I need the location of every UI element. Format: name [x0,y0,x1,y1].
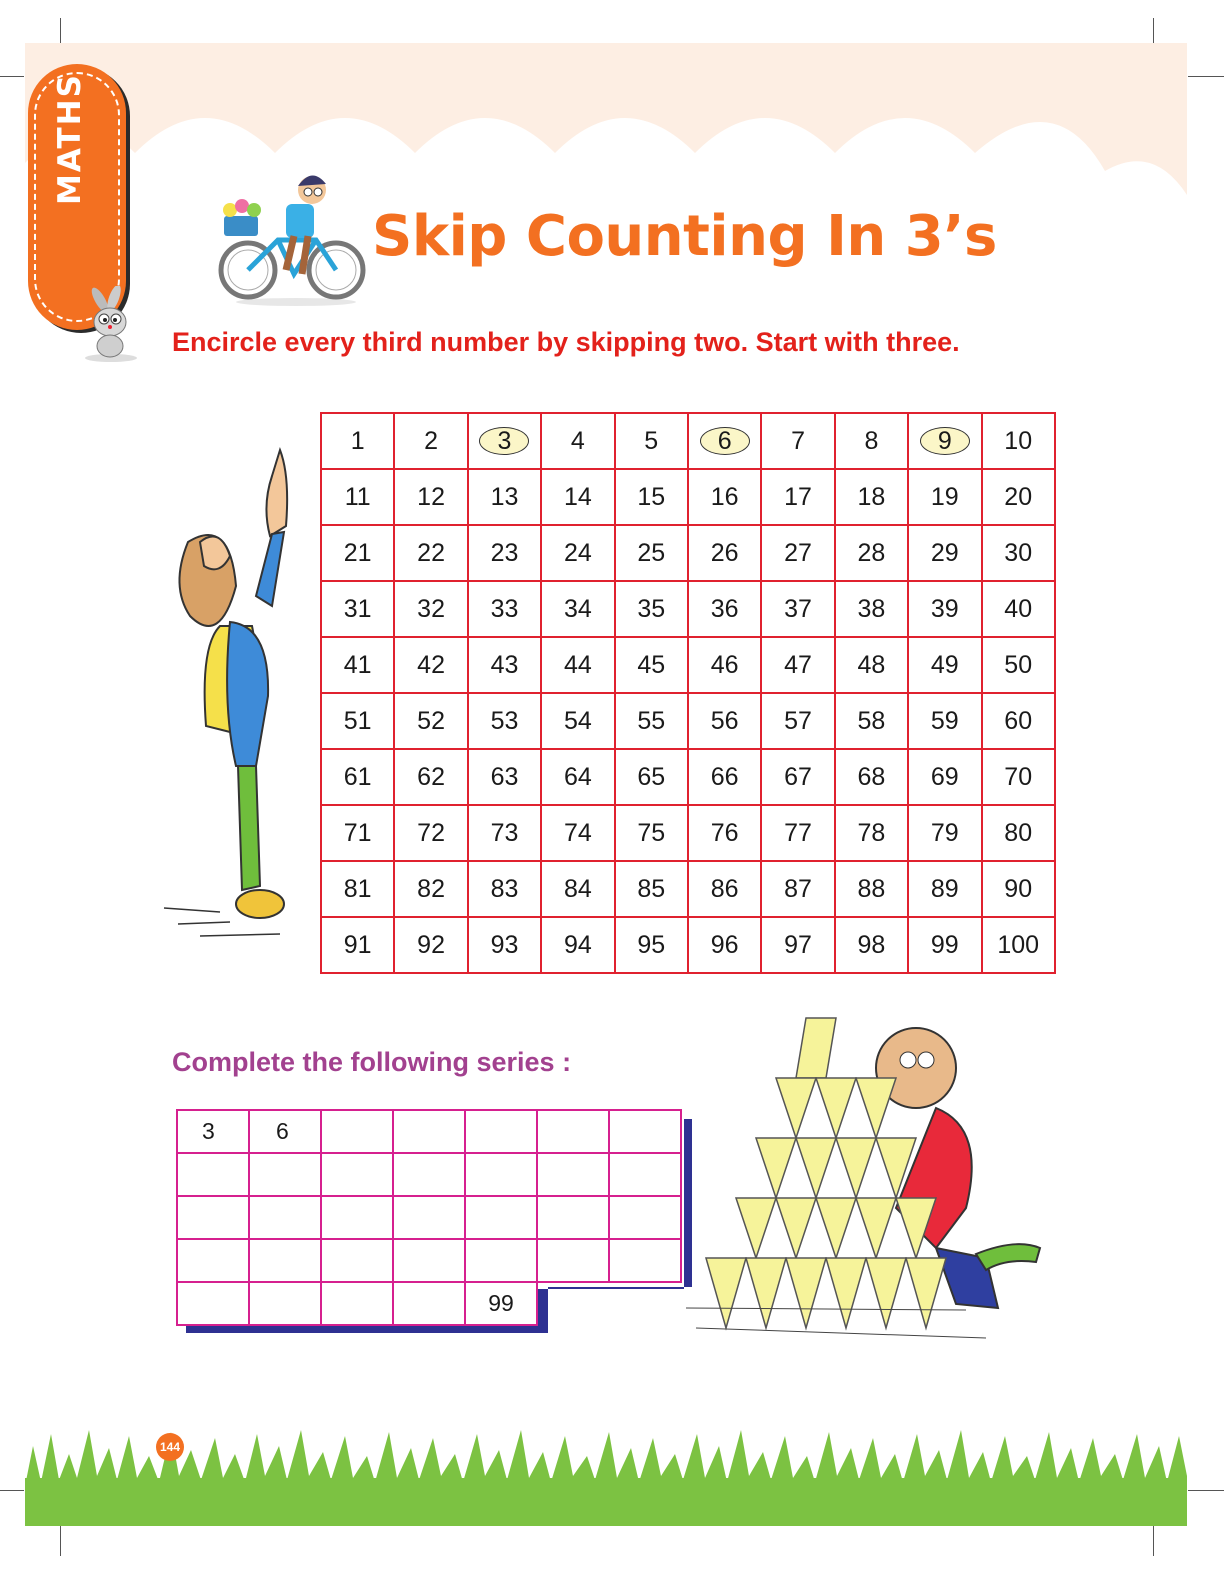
number-label: 87 [784,874,812,903]
hundred-chart-row [321,917,1055,973]
number-cell[interactable] [468,917,541,973]
number-label: 43 [490,650,519,679]
number-cell[interactable] [394,805,467,861]
number-label: 99 [930,930,959,959]
number-cell[interactable] [321,693,394,749]
number-label: 64 [563,762,592,791]
number-cell[interactable] [541,637,614,693]
series-cell[interactable] [392,1195,466,1240]
number-label: 85 [637,874,666,903]
number-label: 71 [343,818,372,847]
number-label: 66 [710,762,739,791]
number-cell[interactable] [761,693,834,749]
number-label: 97 [784,930,812,959]
number-cell[interactable] [835,581,908,637]
number-label: 20 [1004,482,1033,511]
series-cell[interactable] [608,1195,682,1240]
number-cell[interactable] [908,637,981,693]
number-cell[interactable] [835,917,908,973]
number-label: 68 [857,762,886,791]
number-cell[interactable] [541,693,614,749]
number-label: 63 [490,762,519,791]
number-label: 29 [930,538,959,567]
series-cell[interactable] [176,1195,250,1240]
number-label: 46 [710,650,739,679]
series-cell[interactable] [464,1109,538,1154]
series-cell[interactable] [176,1281,250,1326]
number-label: 39 [930,594,959,623]
series-cell[interactable] [536,1152,610,1197]
number-label: 91 [343,930,372,959]
series-cell[interactable] [248,1152,322,1197]
number-label: 14 [563,482,592,511]
crop-mark [1188,76,1224,77]
number-cell[interactable] [615,805,688,861]
number-label: 69 [930,762,959,791]
number-cell[interactable] [321,413,394,469]
number-cell[interactable] [468,637,541,693]
number-label: 51 [343,706,372,735]
number-label: 17 [784,482,812,511]
number-label: 90 [1004,874,1033,903]
number-cell[interactable] [688,693,761,749]
crop-mark [60,18,61,44]
number-cell[interactable] [688,413,761,469]
number-cell[interactable] [541,861,614,917]
number-cell[interactable] [468,805,541,861]
number-label: 28 [857,538,886,567]
number-label: 22 [417,538,445,567]
number-label: 59 [930,706,959,735]
number-cell[interactable] [394,749,467,805]
number-cell[interactable] [982,413,1055,469]
number-cell[interactable] [908,525,981,581]
series-cell[interactable] [320,1238,394,1283]
number-cell[interactable] [688,637,761,693]
number-label: 93 [490,930,519,959]
number-cell[interactable] [615,637,688,693]
boy-on-bicycle-illustration [216,170,368,306]
series-cell[interactable] [320,1152,394,1197]
number-label: 34 [563,594,592,623]
number-cell[interactable] [394,693,467,749]
number-cell[interactable] [835,861,908,917]
number-label: 45 [637,650,666,679]
series-cell[interactable] [464,1195,538,1240]
number-cell[interactable] [982,637,1055,693]
number-label: 48 [857,650,886,679]
number-label: 5 [644,426,659,455]
circled-number-label: 6 [700,427,750,455]
number-cell[interactable] [908,861,981,917]
number-cell[interactable] [615,861,688,917]
number-label: 54 [563,706,592,735]
number-cell[interactable] [688,805,761,861]
number-label: 96 [710,930,739,959]
number-label: 72 [417,818,445,847]
number-cell[interactable] [321,525,394,581]
number-cell[interactable] [835,693,908,749]
number-cell[interactable] [835,637,908,693]
number-label: 49 [930,650,959,679]
number-label: 61 [343,762,372,791]
number-cell[interactable] [908,917,981,973]
number-cell[interactable] [394,525,467,581]
number-label: 88 [857,874,886,903]
series-cell[interactable] [248,1281,322,1326]
number-cell[interactable] [761,805,834,861]
number-label: 47 [784,650,812,679]
number-label: 73 [490,818,519,847]
crop-mark [1153,1526,1154,1556]
series-cell[interactable] [392,1109,466,1154]
number-cell[interactable] [321,581,394,637]
number-cell[interactable] [835,749,908,805]
number-cell[interactable] [541,749,614,805]
activity-instruction: Encircle every third number by skipping two. Start with three. [172,327,960,357]
number-label: 95 [637,930,666,959]
number-label: 35 [637,594,666,623]
number-cell[interactable] [541,917,614,973]
number-cell[interactable] [615,469,688,525]
number-label: 52 [417,706,445,735]
crop-mark [0,1490,24,1491]
hundred-chart-row [321,805,1055,861]
number-cell[interactable] [761,525,834,581]
number-cell[interactable] [835,413,908,469]
hundred-chart-row [321,861,1055,917]
number-label: 75 [637,818,666,847]
number-cell[interactable] [394,917,467,973]
crop-mark [1153,18,1154,44]
number-cell[interactable] [908,749,981,805]
number-label: 33 [490,594,519,623]
number-cell[interactable] [468,469,541,525]
number-cell[interactable] [321,805,394,861]
number-cell[interactable] [761,637,834,693]
series-cell[interactable] [320,1109,394,1154]
number-label: 15 [637,482,666,511]
number-cell[interactable] [688,581,761,637]
number-cell[interactable] [761,917,834,973]
number-label: 42 [417,650,445,679]
number-cell[interactable] [761,861,834,917]
number-label: 81 [343,874,372,903]
number-cell[interactable] [394,469,467,525]
number-label: 76 [710,818,739,847]
number-label: 38 [857,594,886,623]
number-cell[interactable] [615,525,688,581]
series-cell[interactable] [536,1238,610,1283]
number-cell[interactable] [615,413,688,469]
number-cell[interactable] [982,861,1055,917]
number-label: 10 [1004,426,1033,455]
number-cell[interactable] [321,637,394,693]
number-cell[interactable] [394,637,467,693]
number-label: 80 [1004,818,1033,847]
number-cell[interactable] [908,581,981,637]
number-label: 8 [864,426,879,455]
number-label: 4 [570,426,585,455]
number-cell[interactable] [982,581,1055,637]
number-cell[interactable] [908,693,981,749]
series-cell[interactable] [608,1109,682,1154]
number-label: 26 [710,538,739,567]
number-label: 100 [997,930,1040,959]
series-heading: Complete the following series : [172,1047,572,1077]
number-label: 84 [563,874,592,903]
series-cell[interactable] [320,1281,394,1326]
number-cell[interactable] [394,581,467,637]
number-label: 44 [563,650,592,679]
hundred-chart-grid [320,412,1056,974]
series-table [176,1109,684,1324]
number-label: 50 [1004,650,1033,679]
series-cell[interactable] [464,1238,538,1283]
number-label: 58 [857,706,886,735]
number-label: 12 [417,482,445,511]
crop-mark [1188,1490,1224,1491]
number-cell[interactable] [468,525,541,581]
number-cell[interactable] [321,917,394,973]
number-cell[interactable] [321,861,394,917]
number-cell[interactable] [835,469,908,525]
grass-footer [25,1426,1187,1526]
hundred-chart-row [321,637,1055,693]
number-cell[interactable] [394,413,467,469]
number-cell[interactable] [468,581,541,637]
number-label: 27 [784,538,812,567]
rabbit-mascot-icon [78,286,144,364]
number-cell[interactable] [982,805,1055,861]
number-cell[interactable] [468,693,541,749]
number-label: 18 [857,482,886,511]
series-cell[interactable] [176,1238,250,1283]
number-cell[interactable] [541,805,614,861]
number-cell[interactable] [541,413,614,469]
series-cell[interactable] [392,1152,466,1197]
number-cell[interactable] [321,749,394,805]
number-label: 86 [710,874,739,903]
number-cell[interactable] [908,469,981,525]
number-cell[interactable] [835,805,908,861]
number-cell[interactable] [908,805,981,861]
number-label: 16 [710,482,739,511]
number-cell[interactable] [615,749,688,805]
number-label: 57 [784,706,812,735]
number-label: 62 [417,762,445,791]
number-label: 30 [1004,538,1033,567]
number-cell[interactable] [688,861,761,917]
hundred-chart-row [321,525,1055,581]
series-cell[interactable] [320,1195,394,1240]
number-label: 13 [490,482,519,511]
number-cell[interactable] [468,861,541,917]
series-cell[interactable] [392,1238,466,1283]
number-label: 23 [490,538,519,567]
boy-pointing-up-illustration [160,446,318,946]
number-cell[interactable] [761,581,834,637]
number-label: 89 [930,874,959,903]
number-label: 94 [563,930,592,959]
number-label: 79 [930,818,959,847]
scalloped-header-band [25,43,1187,205]
number-label: 56 [710,706,739,735]
crop-mark [60,1526,61,1556]
page-number-badge: 144 [156,1433,184,1461]
number-label: 21 [343,538,372,567]
number-label: 70 [1004,762,1033,791]
number-label: 77 [784,818,812,847]
number-label: 83 [490,874,519,903]
number-label: 92 [417,930,445,959]
hundred-chart-row [321,413,1055,469]
number-cell[interactable] [394,861,467,917]
series-cell[interactable]: 99 [464,1281,538,1326]
hundred-chart-row [321,581,1055,637]
series-cell[interactable] [608,1238,682,1283]
number-cell[interactable] [541,469,614,525]
number-label: 2 [424,426,439,455]
number-cell[interactable] [761,413,834,469]
number-cell[interactable] [982,469,1055,525]
number-label: 24 [563,538,592,567]
subject-tab-label: MATHS [52,73,88,205]
series-cell[interactable]: 6 [248,1109,322,1154]
number-cell[interactable] [982,525,1055,581]
number-label: 7 [791,426,805,455]
hundred-chart [320,412,1040,959]
number-cell[interactable] [615,581,688,637]
series-cell[interactable] [536,1195,610,1240]
series-cell[interactable] [536,1109,610,1154]
number-label: 67 [784,762,812,791]
number-cell[interactable] [908,413,981,469]
series-cell[interactable]: 3 [176,1109,250,1154]
number-cell[interactable] [688,525,761,581]
number-label: 37 [784,594,812,623]
number-label: 40 [1004,594,1033,623]
series-cell[interactable] [248,1238,322,1283]
number-label: 98 [857,930,886,959]
number-cell[interactable] [541,525,614,581]
number-label: 82 [417,874,445,903]
hundred-chart-row [321,749,1055,805]
number-label: 19 [930,482,959,511]
number-cell[interactable] [688,917,761,973]
number-label: 55 [637,706,666,735]
number-cell[interactable] [615,917,688,973]
number-label: 31 [343,594,372,623]
number-label: 36 [710,594,739,623]
number-cell[interactable] [835,525,908,581]
number-cell[interactable] [982,749,1055,805]
series-cell[interactable] [392,1281,466,1326]
number-cell[interactable] [688,749,761,805]
number-label: 60 [1004,706,1033,735]
number-cell[interactable] [468,413,541,469]
series-cell[interactable] [248,1195,322,1240]
number-cell[interactable] [982,917,1055,973]
number-label: 1 [350,426,365,455]
number-label: 74 [563,818,592,847]
hundred-chart-row [321,469,1055,525]
series-cell[interactable] [464,1152,538,1197]
boy-building-card-house-illustration [686,1008,1044,1344]
number-label: 25 [637,538,666,567]
hundred-chart-row [321,693,1055,749]
number-label: 41 [343,650,372,679]
series-cell[interactable] [176,1152,250,1197]
number-cell[interactable] [321,469,394,525]
number-cell[interactable] [761,469,834,525]
number-label: 32 [417,594,445,623]
number-cell[interactable] [615,693,688,749]
number-cell[interactable] [541,581,614,637]
series-cell[interactable] [608,1152,682,1197]
number-label: 78 [857,818,886,847]
number-label: 65 [637,762,666,791]
crop-mark [0,76,24,77]
number-label: 11 [344,482,371,511]
number-cell[interactable] [761,749,834,805]
page-title: Skip Counting In 3’s [372,204,997,269]
number-cell[interactable] [982,693,1055,749]
circled-number-label: 3 [479,427,529,455]
number-cell[interactable] [468,749,541,805]
number-label: 53 [490,706,519,735]
circled-number-label: 9 [920,427,970,455]
number-cell[interactable] [688,469,761,525]
